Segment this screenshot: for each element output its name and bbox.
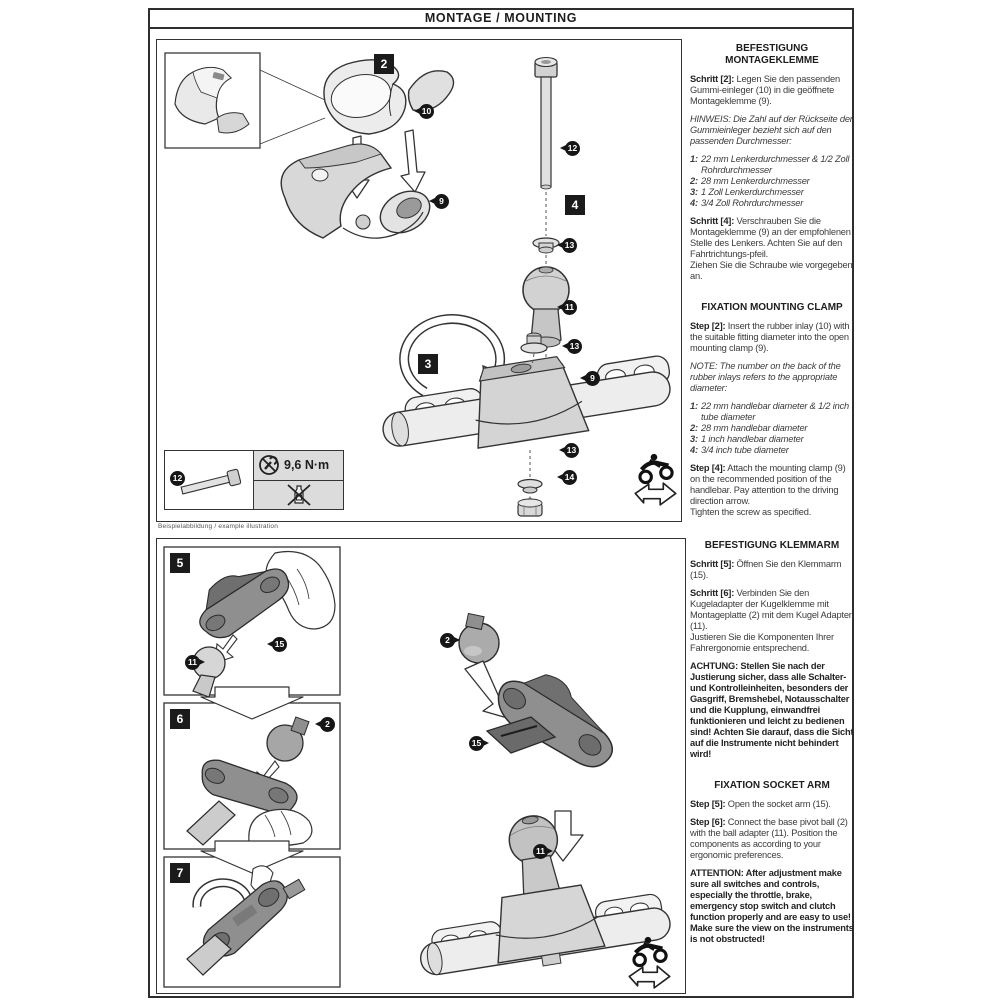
callout-washer-13-bottom: 13 [564, 443, 579, 458]
torque-values-cell [253, 451, 343, 509]
step-2-en: Step [2]: Insert the rubber inlay (10) with the suitable fitting diameter into the open mounting clamp (9). [690, 321, 850, 353]
section-heading-de: BEFESTIGUNG MONTAGEKLEMME [725, 43, 819, 66]
callout-screw-12: 12 [565, 141, 580, 156]
step-6-de: Schritt [6]: Verbinden Sie den Kugeladapter der Kugelklemme mit Montageplatte (2) mit dem Kugel Adapter (11). Justieren Sie die Komponenten Ihrer Fahrergonomie entsprechend. [690, 588, 852, 653]
instructions-column-socket-arm [690, 540, 854, 992]
torque-spec-box [164, 450, 344, 510]
page-title: MONTAGE / MOUNTING [150, 10, 852, 29]
callout-pivot-ball-2-step6: 2 [320, 717, 335, 732]
callout-socket-arm-15-step5: 15 [272, 637, 287, 652]
socket-arm-line-art [157, 539, 685, 993]
callout-nut-14: 14 [562, 470, 577, 485]
callout-socket-arm-15: 15 [469, 736, 484, 751]
note-en: NOTE: The number on the back of the rubber inlays refers to the appropriate diameter: [690, 361, 841, 393]
list-item: 3: 1 Zoll Lenkerdurchmesser [690, 187, 804, 197]
illustration-panel-socket-arm [156, 538, 686, 994]
step-5-en: Step [5]: Open the socket arm (15). [690, 799, 831, 809]
step-5-de: Schritt [5]: Öffnen Sie den Klemmarm (15). [690, 559, 842, 580]
list-item: 4: 3/4 inch tube diameter [690, 445, 789, 455]
step-2-de: Schritt [2]: Legen Sie den passenden Gummi-einleger (10) in die geöffnete Montageklemme (9). [690, 74, 840, 106]
callout-washer-13-top: 13 [567, 339, 582, 354]
list-item: 3: 1 inch handlebar diameter [690, 434, 804, 444]
list-item: 1: 22 mm Lenkerdurchmesser & 1/2 Zoll Rohrdurchmesser [690, 154, 850, 175]
list-item: 2: 28 mm Lenkerdurchmesser [690, 176, 810, 186]
callout-washer-13: 13 [562, 238, 577, 253]
callout-ball-adapter-11: 11 [562, 300, 577, 315]
step-badge-2: 2 [374, 54, 394, 74]
step-6-en: Step [6]: Connect the base pivot ball (2) with the ball adapter (11). Position the components as according to your ergonomic preferences. [690, 817, 848, 860]
instructions-column-mounting-clamp [690, 43, 854, 519]
diameter-list-en [690, 401, 854, 456]
section-heading-en: FIXATION MOUNTING CLAMP [701, 302, 843, 313]
page-frame [148, 8, 854, 998]
note-de: HINWEIS: Die Zahl auf der Rückseite der Gummieinleger bezieht sich auf den passenden Durchmesser: [690, 114, 853, 146]
torque-value: 9,6 N·m [284, 458, 330, 473]
callout-ball-adapter-11: 11 [533, 844, 548, 859]
callout-pivot-ball-2: 2 [440, 633, 455, 648]
illustration-panel-mounting-clamp [156, 39, 682, 522]
torque-row [254, 451, 343, 481]
step-badge-4: 4 [565, 195, 585, 215]
callout-mounting-clamp-9: 9 [434, 194, 449, 209]
example-illustration-caption: Beispielabbildung / example illustration [158, 523, 279, 530]
no-threadlock-icon [286, 483, 312, 507]
list-item: 2: 28 mm handlebar diameter [690, 423, 808, 433]
diameter-list-de [690, 154, 854, 209]
section-heading-en: FIXATION SOCKET ARM [714, 780, 830, 791]
callout-ball-adapter-11-step5: 11 [185, 655, 200, 670]
callout-rubber-inlay-10: 10 [419, 104, 434, 119]
step-badge-7: 7 [170, 863, 190, 883]
step-badge-5: 5 [170, 553, 190, 573]
driving-direction-icon [625, 935, 673, 991]
no-threadlock-row [254, 481, 343, 510]
callout-screw-12-torque: 12 [170, 471, 185, 486]
step-badge-6: 6 [170, 709, 190, 729]
warning-de: ACHTUNG: Stellen Sie nach der Justierung sicher, dass alle Schalter- und Kontrolleinheiten, besonders der Gasgriff, Bremshebel, Notausschalter und die Kupplung, einwandfrei funktionieren und leicht zu bedienen sind! Achten Sie darauf, dass die Sicht auf die Instrumente nicht behindert wird! [690, 661, 854, 759]
torque-screw-cell [165, 451, 253, 509]
step-4-en: Step [4]: Attach the mounting clamp (9) on the recommended position of the handlebar. Pay attention to the driving direction arrow. Tighten the screw as specified. [690, 463, 846, 517]
warning-en: ATTENTION: After adjustment make sure all switches and controls, especially the throttle, brake, emergency stop switch and clutch function properly and are easy to use! Make sure the view on the instruments is not obstructed! [690, 868, 854, 944]
driving-direction-icon [631, 452, 679, 508]
step-4-de: Schritt [4]: Verschrauben Sie die Montageklemme (9) an der empfohlenen Stelle des Lenkers. Achten Sie auf den Fahrtrichtungs-pfeil. Ziehen Sie die Schraube wie vorgegeben an. [690, 216, 853, 281]
list-item: 1: 22 mm handlebar diameter & 1/2 inch tube diameter [690, 401, 850, 422]
callout-clamp-9-assembly: 9 [585, 371, 600, 386]
section-heading-de: BEFESTIGUNG KLEMMARM [704, 540, 840, 551]
list-item: 4: 3/4 Zoll Rohrdurchmesser [690, 198, 804, 208]
no-power-tool-icon [257, 453, 281, 477]
step-badge-3: 3 [418, 354, 438, 374]
